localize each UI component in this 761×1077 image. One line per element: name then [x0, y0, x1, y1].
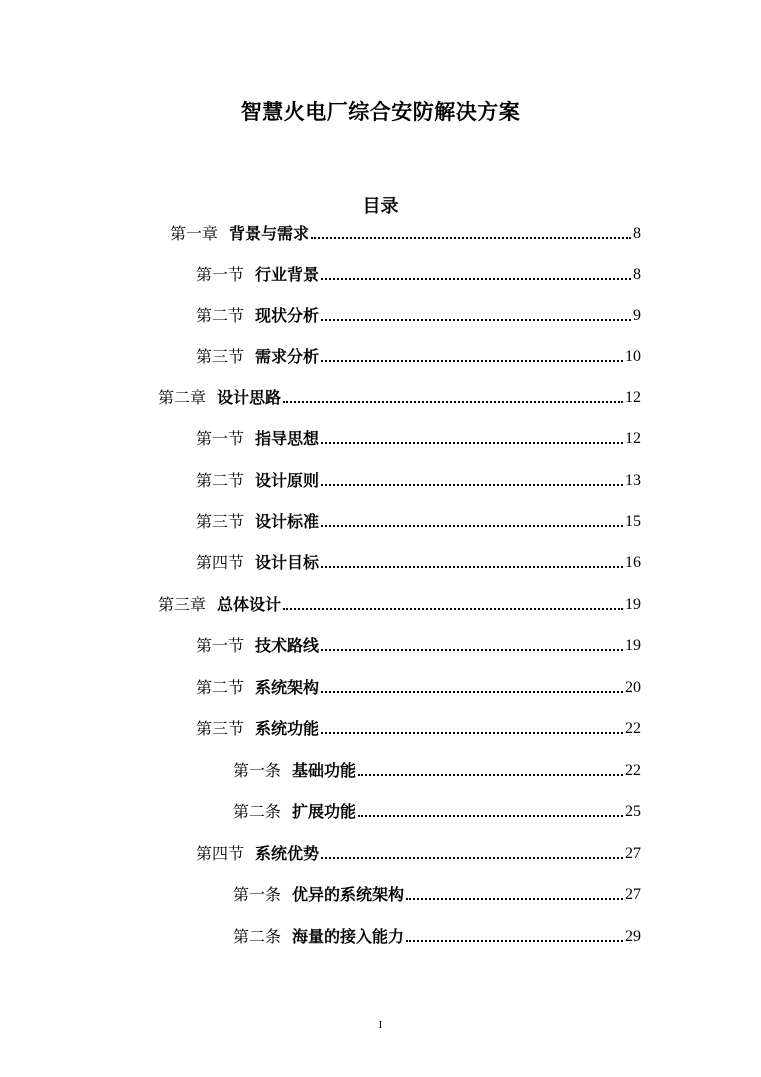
toc-dot-leader: [321, 484, 623, 486]
toc-entry-number: 第二条: [233, 927, 282, 946]
toc-entry-number: 第三节: [196, 512, 245, 531]
toc-entry-article-3-4-2[interactable]: [233, 923, 641, 947]
toc-entry-title: 系统优势: [255, 844, 320, 863]
document-title: 智慧火电厂综合安防解决方案: [240, 100, 521, 124]
toc-entry-title: 指导思想: [255, 429, 320, 448]
toc-entry-section-1-2[interactable]: [196, 302, 641, 326]
toc-entry-page: 20: [625, 679, 641, 696]
toc-entry-page: 10: [625, 348, 641, 365]
toc-entry-number: 第四节: [196, 844, 245, 863]
toc-entry-page: 9: [633, 307, 641, 324]
toc-dot-leader: [321, 360, 623, 362]
toc-entry-page: 27: [625, 886, 641, 903]
toc-entry-title: 系统功能: [255, 719, 320, 738]
toc-entry-article-3-3-1[interactable]: [233, 757, 641, 781]
toc-entry-number: 第一章: [170, 224, 219, 243]
toc-dot-leader: [321, 442, 623, 444]
toc-dot-leader: [283, 608, 623, 610]
toc-entry-title: 总体设计: [217, 595, 282, 614]
toc-dot-leader: [321, 319, 631, 321]
toc-entry-title: 需求分析: [255, 347, 320, 366]
toc-dot-leader: [321, 278, 631, 280]
toc-entry-section-3-1[interactable]: [196, 632, 641, 656]
toc-entry-number: 第一节: [196, 429, 245, 448]
toc-dot-leader: [321, 691, 623, 693]
toc-entry-page: 15: [625, 513, 641, 530]
toc-entry-title: 技术路线: [255, 636, 320, 655]
toc-entry-page: 19: [625, 637, 641, 654]
toc-entry-section-3-2[interactable]: [196, 674, 641, 698]
toc-dot-leader: [283, 401, 623, 403]
toc-dot-leader: [321, 525, 623, 527]
toc-entry-title: 行业背景: [255, 265, 320, 284]
toc-dot-leader: [321, 649, 623, 651]
toc-entry-title: 优异的系统架构: [292, 885, 405, 904]
toc-entry-page: 22: [625, 720, 641, 737]
toc-entry-title: 海量的接入能力: [292, 927, 405, 946]
toc-entry-chapter-1[interactable]: [170, 220, 641, 244]
toc-entry-number: 第二节: [196, 678, 245, 697]
toc-entry-section-2-2[interactable]: [196, 467, 641, 491]
toc-entry-title: 基础功能: [292, 761, 357, 780]
toc-entry-title: 设计思路: [217, 388, 282, 407]
toc-entry-number: 第一条: [233, 761, 282, 780]
toc-entry-section-2-4[interactable]: [196, 549, 641, 573]
toc-entry-section-1-3[interactable]: [196, 343, 641, 367]
toc-entry-title: 现状分析: [255, 306, 320, 325]
toc-entry-article-3-4-1[interactable]: [233, 881, 641, 905]
toc-dot-leader: [321, 857, 623, 859]
toc-entry-title: 背景与需求: [229, 224, 310, 243]
toc-entry-section-2-3[interactable]: [196, 508, 641, 532]
toc-entry-number: 第二节: [196, 471, 245, 490]
toc-entry-number: 第三节: [196, 719, 245, 738]
toc-entry-section-3-3[interactable]: [196, 715, 641, 739]
toc-entry-chapter-2[interactable]: [158, 384, 641, 408]
toc-entry-page: 22: [625, 762, 641, 779]
toc-entry-page: 27: [625, 845, 641, 862]
toc-dot-leader: [406, 898, 623, 900]
toc-entry-number: 第一节: [196, 636, 245, 655]
toc-entry-number: 第一条: [233, 885, 282, 904]
toc-entry-section-3-4[interactable]: [196, 840, 641, 864]
page-number: I: [378, 1019, 383, 1031]
toc-entry-number: 第三章: [158, 595, 207, 614]
toc-entry-number: 第一节: [196, 265, 245, 284]
toc-entry-title: 设计标准: [255, 512, 320, 531]
toc-entry-page: 19: [625, 596, 641, 613]
toc-heading: 目录: [362, 196, 399, 217]
toc-entry-article-3-3-2[interactable]: [233, 798, 641, 822]
toc-dot-leader: [321, 566, 623, 568]
toc-dot-leader: [311, 237, 631, 239]
toc-entry-chapter-3[interactable]: [158, 591, 641, 615]
toc-entry-page: 12: [625, 389, 641, 406]
toc-entry-section-2-1[interactable]: [196, 425, 641, 449]
toc-entry-number: 第四节: [196, 553, 245, 572]
toc-dot-leader: [406, 940, 623, 942]
toc-entry-title: 设计目标: [255, 553, 320, 572]
toc-entry-page: 13: [625, 472, 641, 489]
toc-dot-leader: [358, 815, 623, 817]
toc-entry-number: 第二条: [233, 802, 282, 821]
toc-entry-number: 第二节: [196, 306, 245, 325]
toc-entry-page: 25: [625, 803, 641, 820]
toc-entry-page: 29: [625, 928, 641, 945]
toc-entry-page: 8: [633, 266, 641, 283]
toc-entry-number: 第二章: [158, 388, 207, 407]
toc-entry-title: 设计原则: [255, 471, 320, 490]
toc-entry-page: 12: [625, 430, 641, 447]
toc-dot-leader: [321, 732, 623, 734]
toc-entry-page: 16: [625, 554, 641, 571]
toc-entry-section-1-1[interactable]: [196, 261, 641, 285]
toc-entry-title: 扩展功能: [292, 802, 357, 821]
toc-entry-page: 8: [633, 225, 641, 242]
toc-entry-title: 系统架构: [255, 678, 320, 697]
toc-dot-leader: [358, 774, 623, 776]
toc-entry-number: 第三节: [196, 347, 245, 366]
